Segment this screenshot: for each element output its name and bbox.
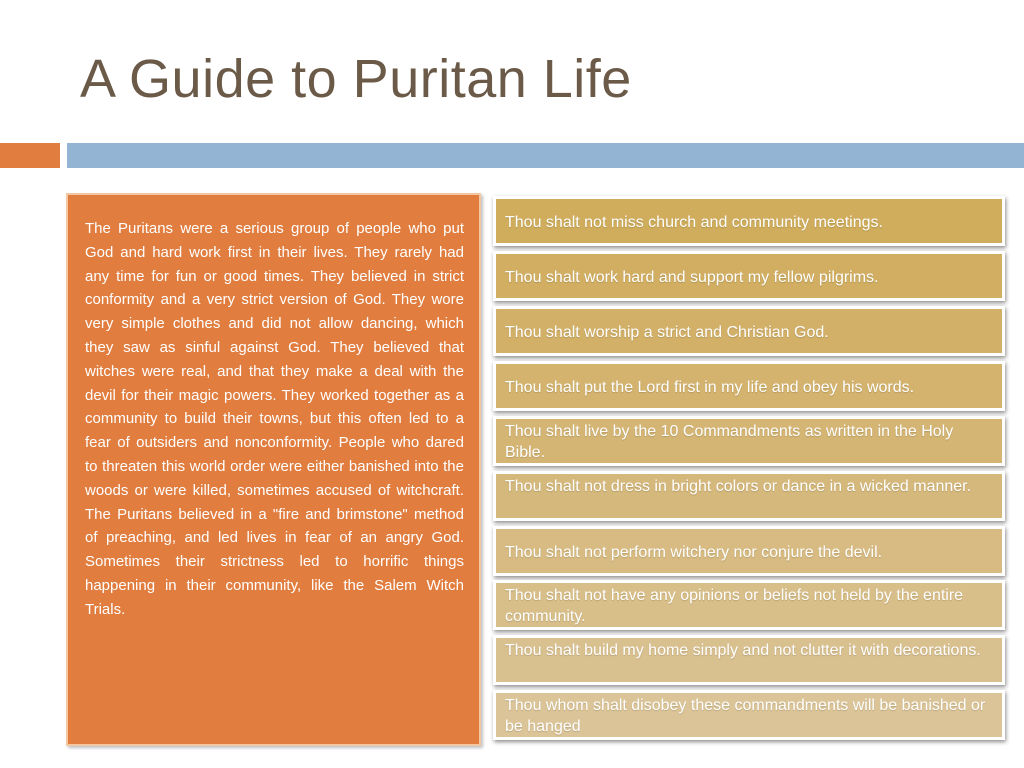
commandment-text: Thou shalt put the Lord first in my life and obey his words. bbox=[505, 379, 915, 396]
commandment-text: Thou shalt not dress in bright colors or dance in a wicked manner. bbox=[505, 478, 972, 495]
commandment-item bbox=[493, 306, 1005, 356]
commandment-item bbox=[493, 416, 1005, 466]
commandment-item bbox=[493, 690, 1005, 740]
description-text: The Puritans were a serious group of people who put God and hard work first in their lives. They rarely had any time for fun or good times. They believed in strict conformity and a very strict version of God. They wore very simple clothes and did not allow dancing, which they saw as sinful against God. They believed that witches were real, and that they make a deal with the devil for their magic powers. They worked together as a community to build their towns, but this often led to a fear of outsiders and nonconformity. People who dared to threaten this world order were either banished into the woods or were killed, sometimes accused of witchcraft. The Puritans believed in a "fire and brimstone" method of preaching, and led lives in fear of an angry God. Sometimes their strictness led to horrific things happening in their community, like the Salem Witch Trials. bbox=[85, 220, 464, 618]
commandment-text: Thou shalt work hard and support my fellow pilgrims. bbox=[505, 269, 879, 286]
commandment-text: Thou shalt live by the 10 Commandments as written in the Holy Bible. bbox=[505, 423, 954, 461]
slide-title: A Guide to Puritan Life bbox=[80, 49, 632, 109]
commandment-text: Thou shalt not miss church and community meetings. bbox=[505, 214, 883, 231]
description-panel bbox=[66, 193, 481, 746]
commandment-item bbox=[493, 580, 1005, 630]
commandment-item bbox=[493, 471, 1005, 521]
commandment-text: Thou shalt not perform witchery nor conjure the devil. bbox=[505, 544, 883, 561]
commandment-text: Thou shalt not have any opinions or beliefs not held by the entire community. bbox=[505, 587, 964, 625]
orange-accent-bar bbox=[0, 143, 60, 168]
blue-accent-bar bbox=[67, 143, 1024, 168]
commandment-item bbox=[493, 635, 1005, 685]
commandment-item bbox=[493, 251, 1005, 301]
commandment-text: Thou shalt worship a strict and Christian God. bbox=[505, 324, 829, 341]
commandment-item bbox=[493, 196, 1005, 246]
commandment-text: Thou shalt build my home simply and not clutter it with decorations. bbox=[505, 642, 981, 659]
commandment-item bbox=[493, 361, 1005, 411]
commandment-text: Thou whom shalt disobey these commandments will be banished or be hanged bbox=[505, 697, 986, 735]
commandment-item bbox=[493, 526, 1005, 576]
